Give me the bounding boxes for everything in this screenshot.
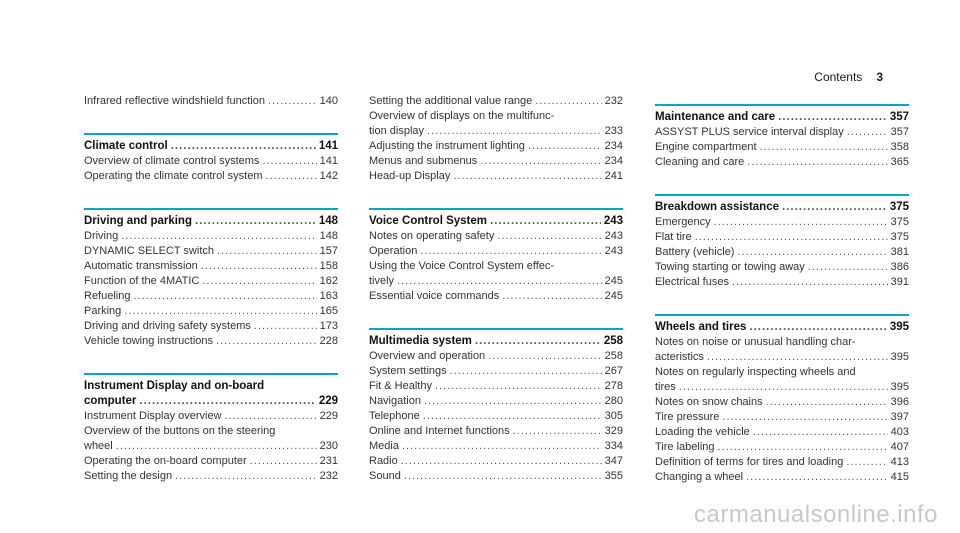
toc-entry[interactable] xyxy=(655,260,909,275)
toc-entry-label: Sound xyxy=(369,470,401,482)
toc-section-title[interactable] xyxy=(84,139,338,154)
toc-entry[interactable] xyxy=(655,410,909,425)
dot-leader xyxy=(139,394,315,409)
toc-entry[interactable] xyxy=(369,244,623,259)
toc-entry-label: Multimedia system xyxy=(369,335,472,347)
toc-entry-label: tively xyxy=(369,275,395,287)
toc-section-wheels xyxy=(655,314,909,485)
toc-entry-label: Automatic transmission xyxy=(84,260,198,272)
dot-leader xyxy=(535,94,601,109)
toc-entry-page: 358 xyxy=(890,141,909,153)
dot-leader xyxy=(475,334,601,349)
toc-entry[interactable] xyxy=(655,215,909,230)
toc-entry[interactable] xyxy=(655,140,909,155)
toc-entry-page: 233 xyxy=(604,125,623,137)
toc-entry[interactable] xyxy=(655,155,909,170)
toc-section-maintenance xyxy=(655,104,909,170)
toc-entry-line[interactable]: Notes on noise or unusual handling char- xyxy=(655,336,856,348)
page-number: 3 xyxy=(876,70,883,84)
dot-leader xyxy=(217,244,317,259)
toc-entry-label: Towing starting or towing away xyxy=(655,261,805,273)
dot-leader xyxy=(124,304,316,319)
toc-section-breakdown xyxy=(655,194,909,290)
dot-leader xyxy=(435,379,602,394)
toc-entry-label: computer xyxy=(84,395,137,407)
toc-entry-label: Tire pressure xyxy=(655,411,720,423)
toc-entry-label: tion display xyxy=(369,125,425,137)
dot-leader xyxy=(262,154,316,169)
dot-leader xyxy=(268,94,317,109)
toc-entry-label: acteristics xyxy=(655,351,704,363)
toc-entry-page: 232 xyxy=(319,470,338,482)
toc-column-2 xyxy=(369,94,623,484)
toc-entry-label: Overview of climate control systems xyxy=(84,155,260,167)
toc-entry-page: 241 xyxy=(604,170,623,182)
dot-leader xyxy=(202,274,316,289)
dot-leader xyxy=(497,229,601,244)
toc-entry-label: Vehicle towing instructions xyxy=(84,335,214,347)
toc-column-3 xyxy=(655,104,909,485)
toc-entry-label: tires xyxy=(655,381,676,393)
toc-entry-label: Voice Control System xyxy=(369,215,488,227)
toc-entry-label: Maintenance and care xyxy=(655,111,776,123)
toc-entry-label: System settings xyxy=(369,365,447,377)
toc-entry-page: 413 xyxy=(890,456,909,468)
toc-entry-label: Online and Internet functions xyxy=(369,425,510,437)
dot-leader xyxy=(116,439,317,454)
toc-entry-label: ASSYST PLUS service interval display xyxy=(655,126,844,138)
toc-entry-label: Media xyxy=(369,440,399,452)
toc-entry-page: 148 xyxy=(319,230,338,242)
toc-entry-page: 375 xyxy=(890,216,909,228)
toc-entry[interactable] xyxy=(369,154,623,169)
dot-leader xyxy=(732,275,888,290)
dot-leader xyxy=(254,319,317,334)
toc-entry-label: Changing a wheel xyxy=(655,471,744,483)
toc-entry-page: 365 xyxy=(890,156,909,168)
toc-entry-page: 381 xyxy=(890,246,909,258)
dot-leader xyxy=(175,469,317,484)
toc-entry[interactable] xyxy=(655,425,909,440)
toc-entry[interactable] xyxy=(84,409,338,424)
toc-entry-page: 165 xyxy=(319,305,338,317)
toc-entry-page: 245 xyxy=(604,275,623,287)
toc-entry-page: 162 xyxy=(319,275,338,287)
toc-section-title[interactable] xyxy=(84,394,338,409)
toc-entry-label: Notes on snow chains xyxy=(655,396,763,408)
dot-leader xyxy=(722,410,887,425)
toc-entry-page: 258 xyxy=(603,335,623,347)
dot-leader xyxy=(502,289,601,304)
toc-section-title[interactable] xyxy=(655,320,909,335)
dot-leader xyxy=(453,169,601,184)
toc-entry-page: 280 xyxy=(604,395,623,407)
toc-entry[interactable] xyxy=(369,439,623,454)
toc-entry-label: Tire labeling xyxy=(655,441,715,453)
toc-entry-label: Driving xyxy=(84,230,119,242)
toc-section-title[interactable] xyxy=(655,200,909,215)
dot-leader xyxy=(718,440,888,455)
dot-leader xyxy=(250,454,317,469)
toc-entry-page: 141 xyxy=(319,155,338,167)
dot-leader xyxy=(397,274,602,289)
toc-entry-page: 232 xyxy=(604,95,623,107)
toc-entry-page: 229 xyxy=(318,395,338,407)
toc-entry-label: Setting the design xyxy=(84,470,173,482)
toc-entry[interactable] xyxy=(84,304,338,319)
toc-entry-label: Telephone xyxy=(369,410,420,422)
dot-leader xyxy=(133,289,316,304)
toc-entry[interactable] xyxy=(84,94,338,109)
dot-leader xyxy=(778,110,887,125)
toc-section-voice xyxy=(369,208,623,304)
toc-entry-label: Fit & Healthy xyxy=(369,380,432,392)
toc-entry-label: Loading the vehicle xyxy=(655,426,750,438)
toc-entry-label: Driving and parking xyxy=(84,215,192,227)
toc-entry[interactable] xyxy=(84,454,338,469)
dot-leader xyxy=(266,169,317,184)
dot-leader xyxy=(401,454,602,469)
dot-leader xyxy=(695,230,888,245)
dot-leader xyxy=(195,214,316,229)
dot-leader xyxy=(847,125,888,140)
toc-entry-page: 391 xyxy=(890,276,909,288)
toc-entry-label: Infrared reflective windshield function xyxy=(84,95,265,107)
toc-entry-line[interactable]: Notes on regularly inspecting wheels and xyxy=(655,366,856,378)
page-header xyxy=(814,70,883,84)
toc-entry-label: Operation xyxy=(369,245,418,257)
toc-entry[interactable] xyxy=(84,169,338,184)
toc-entry[interactable] xyxy=(369,289,623,304)
toc-entry-page: 375 xyxy=(890,231,909,243)
dot-leader xyxy=(766,395,888,410)
toc-entry[interactable] xyxy=(655,245,909,260)
toc-entry[interactable] xyxy=(369,409,623,424)
toc-entry-label: Navigation xyxy=(369,395,421,407)
toc-section-climate xyxy=(84,133,338,184)
toc-entry-page: 243 xyxy=(604,230,623,242)
toc-entry-page: 229 xyxy=(319,410,338,422)
toc-entry-label: Overview and operation xyxy=(369,350,486,362)
dot-leader xyxy=(782,200,887,215)
toc-section-title[interactable] xyxy=(655,110,909,125)
dot-leader xyxy=(420,244,601,259)
dot-leader xyxy=(404,469,602,484)
toc-section-title[interactable] xyxy=(369,334,623,349)
dot-leader xyxy=(216,334,317,349)
toc-entry[interactable] xyxy=(369,124,623,139)
toc-entry[interactable] xyxy=(655,350,909,365)
toc-entry-page: 305 xyxy=(604,410,623,422)
toc-entry-label: Operating the on-board computer xyxy=(84,455,247,467)
toc-entry-page: 329 xyxy=(604,425,623,437)
toc-entry-page: 357 xyxy=(890,126,909,138)
dot-leader xyxy=(513,424,602,439)
toc-entry[interactable] xyxy=(655,125,909,140)
dot-leader xyxy=(450,364,602,379)
dot-leader xyxy=(121,229,316,244)
dot-leader xyxy=(846,455,887,470)
dot-leader xyxy=(490,214,601,229)
dot-leader xyxy=(753,425,888,440)
toc-entry-page: 148 xyxy=(318,215,338,227)
toc-entry-label: Notes on operating safety xyxy=(369,230,495,242)
dot-leader xyxy=(480,154,601,169)
toc-entry-page: 243 xyxy=(604,245,623,257)
toc-section-title-line[interactable]: Instrument Display and on-board xyxy=(84,380,265,392)
dot-leader xyxy=(171,139,316,154)
toc-entry-label: Breakdown assistance xyxy=(655,201,780,213)
toc-entry-label: Head-up Display xyxy=(369,170,451,182)
toc-entry-page: 396 xyxy=(890,396,909,408)
toc-entry-label: Parking xyxy=(84,305,122,317)
toc-entry[interactable] xyxy=(369,394,623,409)
toc-entry-label: wheel xyxy=(84,440,113,452)
toc-entry-label: Cleaning and care xyxy=(655,156,745,168)
toc-entry-label: Engine compartment xyxy=(655,141,757,153)
toc-entry-label: Emergency xyxy=(655,216,711,228)
toc-entry-page: 228 xyxy=(319,335,338,347)
toc-entry-label: Operating the climate control system xyxy=(84,170,263,182)
dot-leader xyxy=(737,245,887,260)
toc-entry[interactable] xyxy=(369,424,623,439)
toc-entry-page: 234 xyxy=(604,155,623,167)
toc-entry-label: Flat tire xyxy=(655,231,692,243)
page-header-title: Contents xyxy=(814,70,863,84)
toc-entry[interactable] xyxy=(369,169,623,184)
toc-entry-label: Driving and driving safety systems xyxy=(84,320,251,332)
toc-entry-page: 355 xyxy=(604,470,623,482)
toc-entry-page: 397 xyxy=(890,411,909,423)
toc-entry[interactable] xyxy=(84,259,338,274)
toc-entry[interactable] xyxy=(655,380,909,395)
toc-entry[interactable] xyxy=(655,395,909,410)
dot-leader xyxy=(427,124,602,139)
toc-entry-label: Adjusting the instrument lighting xyxy=(369,140,525,152)
toc-entry-page: 375 xyxy=(889,201,909,213)
toc-entry-page: 158 xyxy=(319,260,338,272)
toc-section-instrument xyxy=(84,373,338,484)
toc-section-multimedia xyxy=(369,328,623,484)
toc-entry[interactable] xyxy=(84,154,338,169)
toc-section-title[interactable] xyxy=(84,214,338,229)
dot-leader xyxy=(747,155,887,170)
toc-entry[interactable] xyxy=(84,439,338,454)
toc-entry-page: 243 xyxy=(603,215,623,227)
toc-entry-page: 267 xyxy=(604,365,623,377)
dot-leader xyxy=(402,439,602,454)
dot-leader xyxy=(707,350,888,365)
toc-entry-page: 395 xyxy=(890,351,909,363)
toc-entry-page: 231 xyxy=(319,455,338,467)
toc-entry-label: Definition of terms for tires and loading xyxy=(655,456,844,468)
toc-entry-page: 403 xyxy=(890,426,909,438)
toc-entry[interactable] xyxy=(369,139,623,154)
toc-entry-page: 258 xyxy=(604,350,623,362)
toc-entry[interactable] xyxy=(84,319,338,334)
dot-leader xyxy=(749,320,886,335)
dot-leader xyxy=(760,140,888,155)
toc-entry[interactable] xyxy=(369,469,623,484)
toc-entry-line[interactable]: Using the Voice Control System effec- xyxy=(369,260,555,272)
toc-entry-label: DYNAMIC SELECT switch xyxy=(84,245,214,257)
toc-section-driving xyxy=(84,208,338,349)
dot-leader xyxy=(225,409,317,424)
toc-entry-page: 234 xyxy=(604,140,623,152)
toc-entry-page: 141 xyxy=(318,140,338,152)
toc-entry[interactable] xyxy=(369,454,623,469)
toc-entry-page: 395 xyxy=(890,381,909,393)
dot-leader xyxy=(424,394,602,409)
watermark: carmanualsonline.info xyxy=(694,501,938,528)
toc-entry-page: 407 xyxy=(890,441,909,453)
toc-entry[interactable] xyxy=(655,275,909,290)
dot-leader xyxy=(488,349,601,364)
toc-entry-page: 245 xyxy=(604,290,623,302)
toc-entry-page: 140 xyxy=(319,95,338,107)
toc-entry[interactable] xyxy=(369,349,623,364)
toc-entry[interactable] xyxy=(369,94,623,109)
dot-leader xyxy=(528,139,602,154)
toc-entry-line[interactable]: Overview of displays on the multifunc- xyxy=(369,110,555,122)
toc-entry-page: 230 xyxy=(319,440,338,452)
toc-entry-label: Refueling xyxy=(84,290,131,302)
toc-entry-page: 163 xyxy=(319,290,338,302)
toc-entry-label: Climate control xyxy=(84,140,168,152)
toc-entry[interactable] xyxy=(369,274,623,289)
toc-entry[interactable] xyxy=(84,334,338,349)
dot-leader xyxy=(679,380,888,395)
dot-leader xyxy=(201,259,317,274)
toc-entry[interactable] xyxy=(369,229,623,244)
toc-column-1 xyxy=(84,94,338,484)
toc-entry[interactable] xyxy=(84,229,338,244)
toc-entry-label: Battery (vehicle) xyxy=(655,246,735,258)
toc-entry-page: 415 xyxy=(890,471,909,483)
toc-entry[interactable] xyxy=(369,379,623,394)
toc-entry-page: 142 xyxy=(319,170,338,182)
dot-leader xyxy=(808,260,888,275)
toc-entry-page: 395 xyxy=(889,321,909,333)
toc-entry-page: 334 xyxy=(604,440,623,452)
toc-entry[interactable] xyxy=(84,244,338,259)
toc-entry-label: Wheels and tires xyxy=(655,321,747,333)
toc-entry-page: 173 xyxy=(319,320,338,332)
toc-entry[interactable] xyxy=(655,455,909,470)
toc-entry[interactable] xyxy=(655,440,909,455)
toc-entry[interactable] xyxy=(84,469,338,484)
toc-section-title[interactable] xyxy=(369,214,623,229)
toc-entry[interactable] xyxy=(369,364,623,379)
toc-entry-page: 386 xyxy=(890,261,909,273)
dot-leader xyxy=(423,409,602,424)
toc-entry-label: Instrument Display overview xyxy=(84,410,222,422)
toc-entry[interactable] xyxy=(84,274,338,289)
toc-entry-label: Radio xyxy=(369,455,398,467)
toc-entry-label: Electrical fuses xyxy=(655,276,729,288)
toc-entry-page: 347 xyxy=(604,455,623,467)
toc-entry[interactable] xyxy=(655,470,909,485)
toc-entry-line[interactable]: Overview of the buttons on the steering xyxy=(84,425,276,437)
toc-entry-page: 278 xyxy=(604,380,623,392)
toc-entry[interactable] xyxy=(655,230,909,245)
dot-leader xyxy=(714,215,888,230)
toc-entry-page: 157 xyxy=(319,245,338,257)
toc-entry-label: Function of the 4MATIC xyxy=(84,275,200,287)
dot-leader xyxy=(746,470,888,485)
toc-entry-label: Menus and submenus xyxy=(369,155,478,167)
toc-entry-page: 357 xyxy=(889,111,909,123)
toc-entry-label: Setting the additional value range xyxy=(369,95,533,107)
toc-entry-label: Essential voice commands xyxy=(369,290,500,302)
toc-entry[interactable] xyxy=(84,289,338,304)
